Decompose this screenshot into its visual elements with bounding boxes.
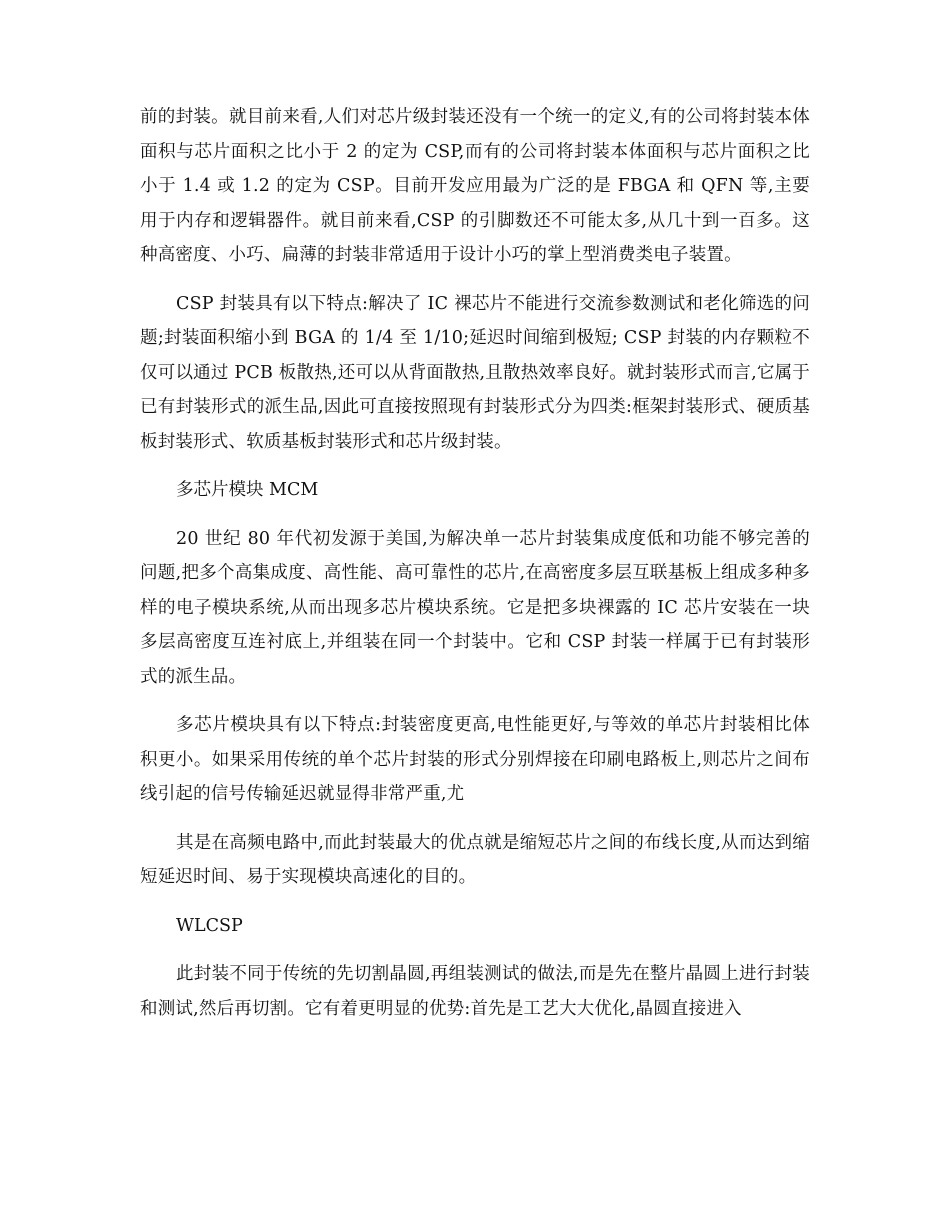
paragraph-mcm-origin: 20 世纪 80 年代初发源于美国,为解决单一芯片封装集成度低和功能不够完善的问题,把多个高集成度、高性能、高可靠性的芯片,在高密度多层互联基板上组成多种多样的电子模块系统,从而出现多芯片模块系统。它是把多块裸露的 IC 芯片安装在一块多层高密度互连衬底上,并组装在同一个封装中。它和 CSP 封装一样属于已有封装形式的派生品。 bbox=[140, 528, 810, 687]
paragraph-csp-definition: 前的封装。就目前来看,人们对芯片级封装还没有一个统一的定义,有的公司将封装本体面积与芯片面积之比小于 2 的定为 CSP,而有的公司将封装本体面积与芯片面积之比小于 1.4 或 1.2 的定为 CSP。目前开发应用最为广泛的是 FBGA 和 QFN 等,主要用于内存和逻辑器件。就目前来看,CSP 的引脚数还不可能太多,从几十到一百多。这种高密度、小巧、扁薄的封装非常适用于设计小巧的掌上型消费类电子装置。 bbox=[140, 107, 810, 265]
paragraph-mcm-features: 多芯片模块具有以下特点:封装密度更高,电性能更好,与等效的单芯片封装相比体积更小。如果采用传统的单个芯片封装的形式分别焊接在印刷电路板上,则芯片之间布线引起的信号传输延迟就显得非常严重,尤 bbox=[140, 715, 810, 804]
paragraph-csp-features: CSP 封装具有以下特点:解决了 IC 裸芯片不能进行交流参数测试和老化筛选的问题;封装面积缩小到 BGA 的 1/4 至 1/10;延迟时间缩到极短; CSP 封装的内存颗粒不仅可以通过 PCB 板散热,还可以从背面散热,且散热效率良好。就封装形式而言,它属于已有封装形式的派生品,因此可直接按照现有封装形式分为四类:框架封装形式、硬质基板封装形式、软质基板封装形式和芯片级封装。 bbox=[140, 293, 810, 452]
section-heading-mcm: 多芯片模块 MCM bbox=[176, 480, 319, 500]
document-body bbox=[140, 100, 810, 1040]
section-heading-wlcsp: WLCSP bbox=[176, 915, 243, 936]
paragraph-mcm-advantage: 其是在高频电路中,而此封装最大的优点就是缩短芯片之间的布线长度,从而达到缩短延迟时间、易于实现模块高速化的目的。 bbox=[140, 832, 810, 887]
paragraph-wlcsp-intro: 此封装不同于传统的先切割晶圆,再组装测试的做法,而是先在整片晶圆上进行封装和测试,然后再切割。它有着更明显的优势:首先是工艺大大优化,晶圆直接进入 bbox=[140, 964, 810, 1019]
